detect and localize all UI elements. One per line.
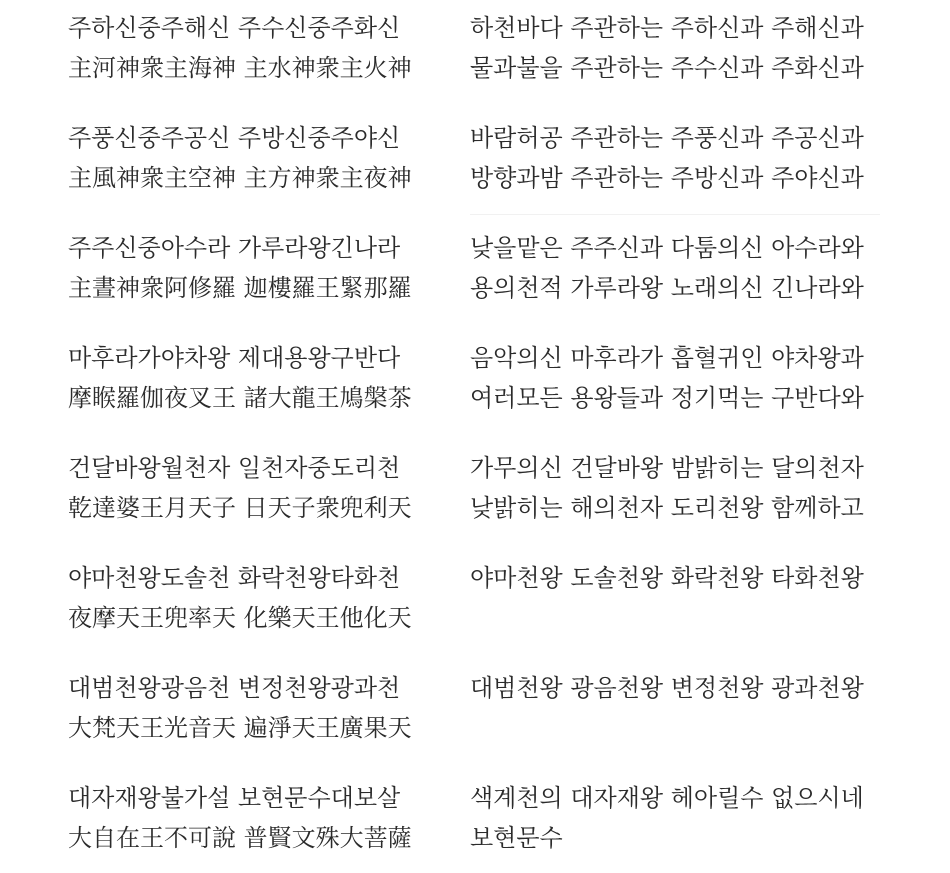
verse-korean: 주풍신중주공신 주방신중주야신 xyxy=(68,124,401,152)
verse-row xyxy=(0,330,950,430)
verse-translation-line-1: 야마천왕 도솔천왕 화락천왕 타화천왕 xyxy=(470,564,864,592)
verse-korean: 대범천왕광음천 변정천왕광과천 xyxy=(68,674,401,702)
verse-row xyxy=(0,220,950,320)
verse-hanja: 主風神衆主空神 主方神衆主夜神 xyxy=(68,164,412,192)
verse-translation-line-2: 보현문수 xyxy=(470,824,563,852)
verse-translation-line-1: 바람허공 주관하는 주풍신과 주공신과 xyxy=(470,124,864,152)
verse-row xyxy=(0,770,950,870)
verse-korean: 주하신중주해신 주수신중주화신 xyxy=(68,14,401,42)
verse-row xyxy=(0,660,950,760)
verse-korean: 대자재왕불가설 보현문수대보살 xyxy=(68,784,401,812)
verse-translation-line-1: 색계천의 대자재왕 헤아릴수 없으시네 xyxy=(470,784,864,812)
verse-korean: 건달바왕월천자 일천자중도리천 xyxy=(68,454,401,482)
verse-translation-line-2: 방향과밤 주관하는 주방신과 주야신과 xyxy=(470,164,864,192)
verse-row xyxy=(0,0,950,100)
verse-translation-line-1: 낮을맡은 주주신과 다툼의신 아수라와 xyxy=(470,234,864,262)
verse-row xyxy=(0,110,950,210)
verse-translation-line-2: 물과불을 주관하는 주수신과 주화신과 xyxy=(470,54,864,82)
verse-translation-line-2: 여러모든 용왕들과 정기먹는 구반다와 xyxy=(470,384,864,412)
verse-hanja: 摩睺羅伽夜叉王 諸大龍王鳩槃茶 xyxy=(68,384,412,412)
verse-divider xyxy=(470,214,880,215)
verse-translation-line-1: 하천바다 주관하는 주하신과 주해신과 xyxy=(470,14,864,42)
verse-hanja: 主河神衆主海神 主水神衆主火神 xyxy=(68,54,412,82)
verse-translation-line-1: 가무의신 건달바왕 밤밝히는 달의천자 xyxy=(470,454,864,482)
verse-hanja: 大梵天王光音天 遍淨天王廣果天 xyxy=(68,714,412,742)
verse-hanja: 主晝神衆阿修羅 迦樓羅王緊那羅 xyxy=(68,274,412,302)
verse-hanja: 夜摩天王兜率天 化樂天王他化天 xyxy=(68,604,412,632)
verse-row xyxy=(0,550,950,650)
verse-hanja: 大自在王不可說 普賢文殊大菩薩 xyxy=(68,824,412,852)
verse-translation-line-1: 음악의신 마후라가 흡혈귀인 야차왕과 xyxy=(470,344,864,372)
verse-translation-line-2: 낮밝히는 해의천자 도리천왕 함께하고 xyxy=(470,494,864,522)
verse-translation-line-2: 용의천적 가루라왕 노래의신 긴나라와 xyxy=(470,274,864,302)
verse-row xyxy=(0,440,950,540)
verse-korean: 마후라가야차왕 제대용왕구반다 xyxy=(68,344,401,372)
verse-korean: 주주신중아수라 가루라왕긴나라 xyxy=(68,234,401,262)
verse-translation-line-1: 대범천왕 광음천왕 변정천왕 광과천왕 xyxy=(470,674,864,702)
verse-hanja: 乾達婆王月天子 日天子衆兜利天 xyxy=(68,494,412,522)
verse-korean: 야마천왕도솔천 화락천왕타화천 xyxy=(68,564,401,592)
